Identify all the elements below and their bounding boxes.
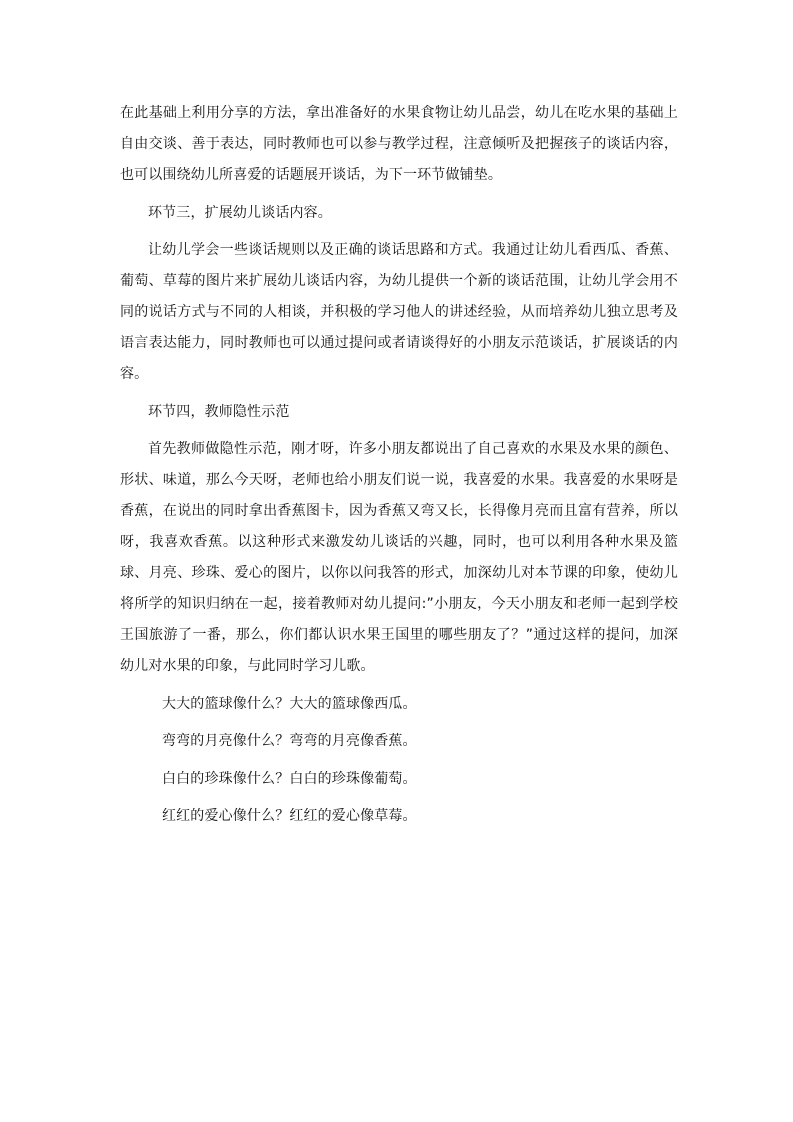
nursery-rhyme-line: 弯弯的月亮像什么？弯弯的月亮像香蕉。 — [162, 733, 417, 749]
paragraph-step-four: 首先教师做隐性示范，刚才呀，许多小朋友都说出了自己喜欢的水果及水果的颜色、形状、味道，那么今天呀，老师也给小朋友们说一说，我喜爱的水果。我喜爱的水果呀是香蕉，在说出的同时拿出香蕉图卡，因为香蕉又弯又长，长得像月亮而且富有营养，所以呀，我喜欢香蕉。以这种形式来激发幼儿谈话的兴趣，同时，也可以利用各种水果及篮球、月亮、珍珠、爱心的图片，以你以问我答的形式，加深幼儿对本节课的印象，使幼儿将所学的知识归纳在一起，接着教师对幼儿提问:”小朋友，今天小朋友和老师一起到学校王国旅游了一番，那么，你们都认识水果王国里的哪些朋友了？”通过这样的提问，加深幼儿对水果的印象，与此同时学习儿歌。 — [120, 441, 678, 674]
paragraph-step-three: 让幼儿学会一些谈话规则以及正确的谈话思路和方式。我通过让幼儿看西瓜、香蕉、葡萄、草莓的图片来扩展幼儿谈话内容，为幼儿提供一个新的谈话范围，让幼儿学会用不同的说话方式与不同的人相谈，并积极的学习他人的讲述经验，从而培养幼儿独立思考及语言表达能力，同时教师也可以通过提问或者请谈得好的小朋友示范谈话，扩展谈话的内容。 — [120, 242, 678, 382]
paragraph-intro-continuation: 在此基础上利用分享的方法，拿出准备好的水果食物让幼儿品尝，幼儿在吃水果的基础上自由交谈、善于表达，同时教师也可以参与教学过程，注意倾听及把握孩子的谈话内容，也可以围绕幼儿所喜爱的话题展开谈话，为下一环节做铺垫。 — [120, 105, 678, 183]
nursery-rhyme-line: 红红的爱心像什么？红红的爱心像草莓。 — [162, 808, 417, 824]
nursery-rhyme-line: 大大的篮球像什么？大大的篮球像西瓜。 — [162, 695, 417, 712]
section-heading-step-three: 环节三，扩展幼儿谈话内容。 — [148, 204, 332, 221]
document-body — [120, 98, 678, 839]
nursery-rhyme-line: 白白的珍珠像什么？白白的珍珠像葡萄。 — [162, 770, 417, 787]
section-heading-step-four: 环节四，教师隐性示范 — [148, 403, 290, 420]
